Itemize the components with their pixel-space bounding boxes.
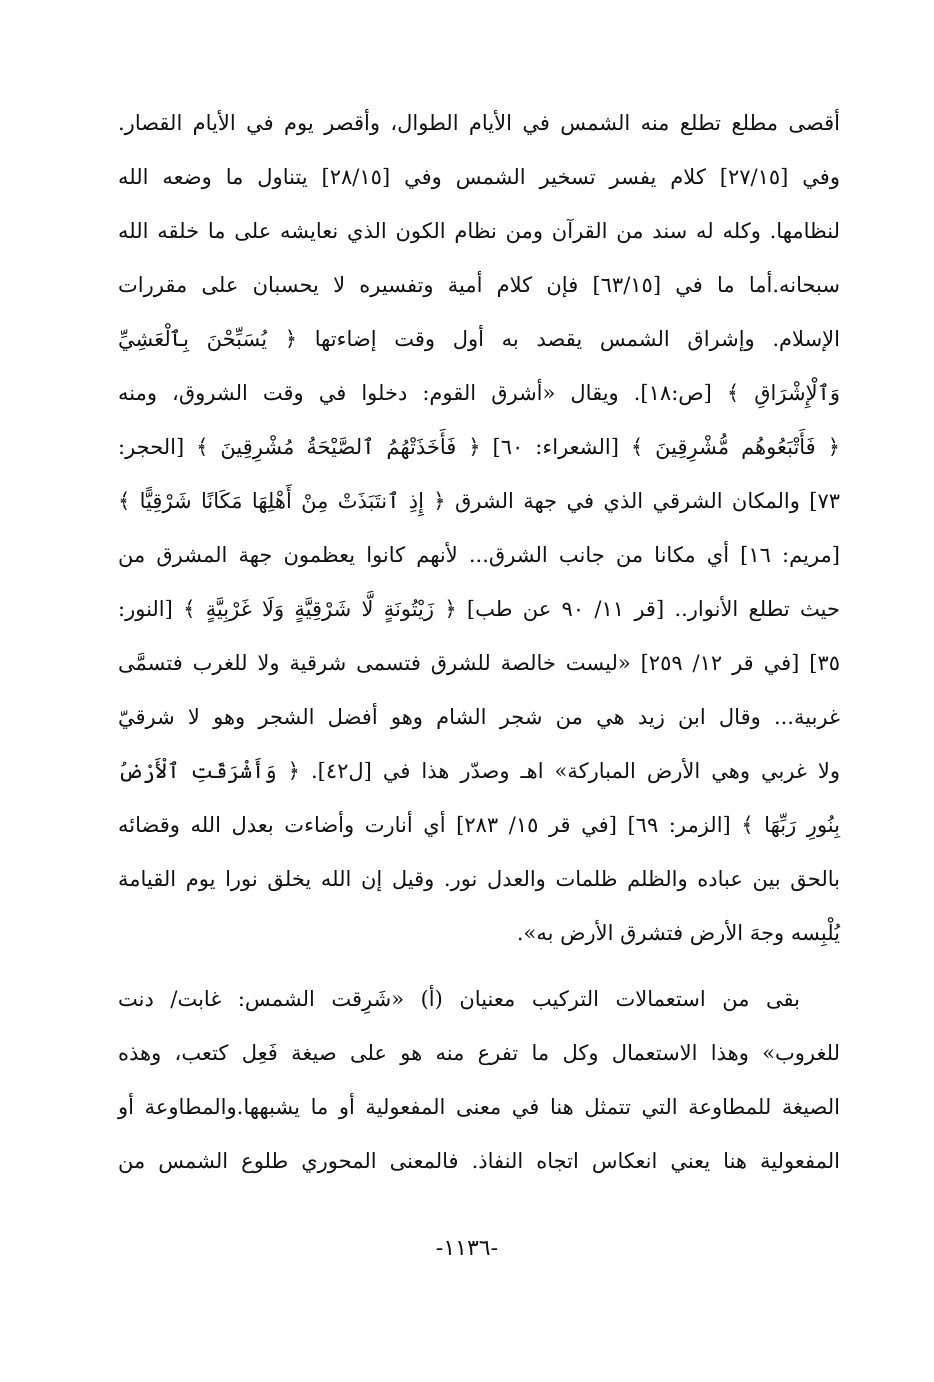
- text-line: لنظامها. وكله له سند من القرآن ومن نظام الكون الذي نعايشه على ما خلقه الله: [118, 219, 840, 243]
- text-line: بقى من استعمالات التركيب معنيان (أ) «شَرِقت الشمس: غابت/ دنت: [118, 987, 800, 1011]
- text-line: أقصى مطلع تطلع منه الشمس في الأيام الطوال، وأقصر يوم في الأيام القصار.: [118, 111, 840, 135]
- text-line: بِنُورِ رَبِّهَا ﴾ [الزمر: ٦٩] [في قر ١٥/ ٢٨٣] أي أنارت وأضاءت بعدل الله وقضائه: [118, 813, 840, 837]
- text-line: الإسلام. وإشراق الشمس يقصد به أول وقت إضاءتها ﴿ يُسَبِّحْنَ بِٱلْعَشِيِّ: [118, 327, 840, 351]
- body-text: [118, 96, 840, 1188]
- paragraph-1: [118, 96, 840, 960]
- text-line: بالحق بين عباده والظلم ظلمات والعدل نور. وقيل إن الله يخلق نورا يوم القيامة: [118, 867, 840, 891]
- page-number: -١١٣٦-: [435, 1236, 499, 1261]
- paragraph-2: [118, 972, 840, 1188]
- text-line: حيث تطلع الأنوار.. [قر ١١/ ٩٠ عن طب] ﴿ زَيْتُونَةٍ لَّا شَرْقِيَّةٍ وَلَا غَرْبِيَّةٍ ﴾ [النور:: [118, 597, 840, 621]
- text-line: وَٱلْإِشْرَاقِ ﴾ [ص:١٨]. ويقال «أشرق القوم: دخلوا في وقت الشروق، ومنه: [118, 381, 841, 405]
- text-line: ٧٣] والمكان الشرقي الذي في جهة الشرق ﴿ إِذِ ٱنتَبَذَتْ مِنْ أَهْلِهَا مَكَانًا شَرْقِيًّا ﴾: [118, 489, 840, 513]
- text-line: وفي [٢٧/١٥] كلام يفسر تسخير الشمس وفي [٢٨/١٥] يتناول ما وضعه الله: [118, 165, 840, 189]
- text-line: [مريم: ١٦] أي مكانا من جانب الشرق... لأنهم كانوا يعظمون جهة المشرق من: [118, 543, 840, 567]
- text-line: الصيغة للمطاوعة التي تتمثل هنا في معنى المفعولية أو ما يشبهها.والمطاوعة أو: [118, 1095, 840, 1119]
- text-line: المفعولية هنا يعني انعكاس اتجاه النفاذ. فالمعنى المحوري طلوع الشمس من: [118, 1149, 840, 1173]
- text-line: للغروب» وهذا الاستعمال وكل ما تفرع منه هو على صيغة فَعِل كتعب، وهذه: [118, 1041, 840, 1065]
- text-line: ٣٥] [في قر ١٢/ ٢٥٩] «ليست خالصة للشرق فتسمى شرقية ولا للغرب فتسمَّى: [118, 651, 840, 675]
- text-line: يُلْبِسه وجهَ الأرض فتشرق الأرض به».: [516, 921, 840, 945]
- text-line: غربية... وقال ابن زيد هي من شجر الشام وهو أفضل الشجر وهو لا شرقيّ: [118, 705, 840, 729]
- text-line: ولا غربي وهي الأرض المباركة» اهـ وصدّر هذا في [ل٤٢]. ﴿ وَأَشْرَقَتِ ٱلْأَرْضُ: [118, 759, 840, 783]
- text-line: ﴿ فَأَتْبَعُوهُم مُّشْرِقِينَ ﴾ [الشعراء: ٦٠] ﴿ فَأَخَذَتْهُمُ ٱلصَّيْحَةُ مُشْرِقِينَ ﴾ [الحجر:: [118, 435, 840, 459]
- text-line: سبحانه.أما ما في [٦٣/١٥] فإن كلام أمية وتفسيره لا يحسبان على مقررات: [118, 273, 840, 297]
